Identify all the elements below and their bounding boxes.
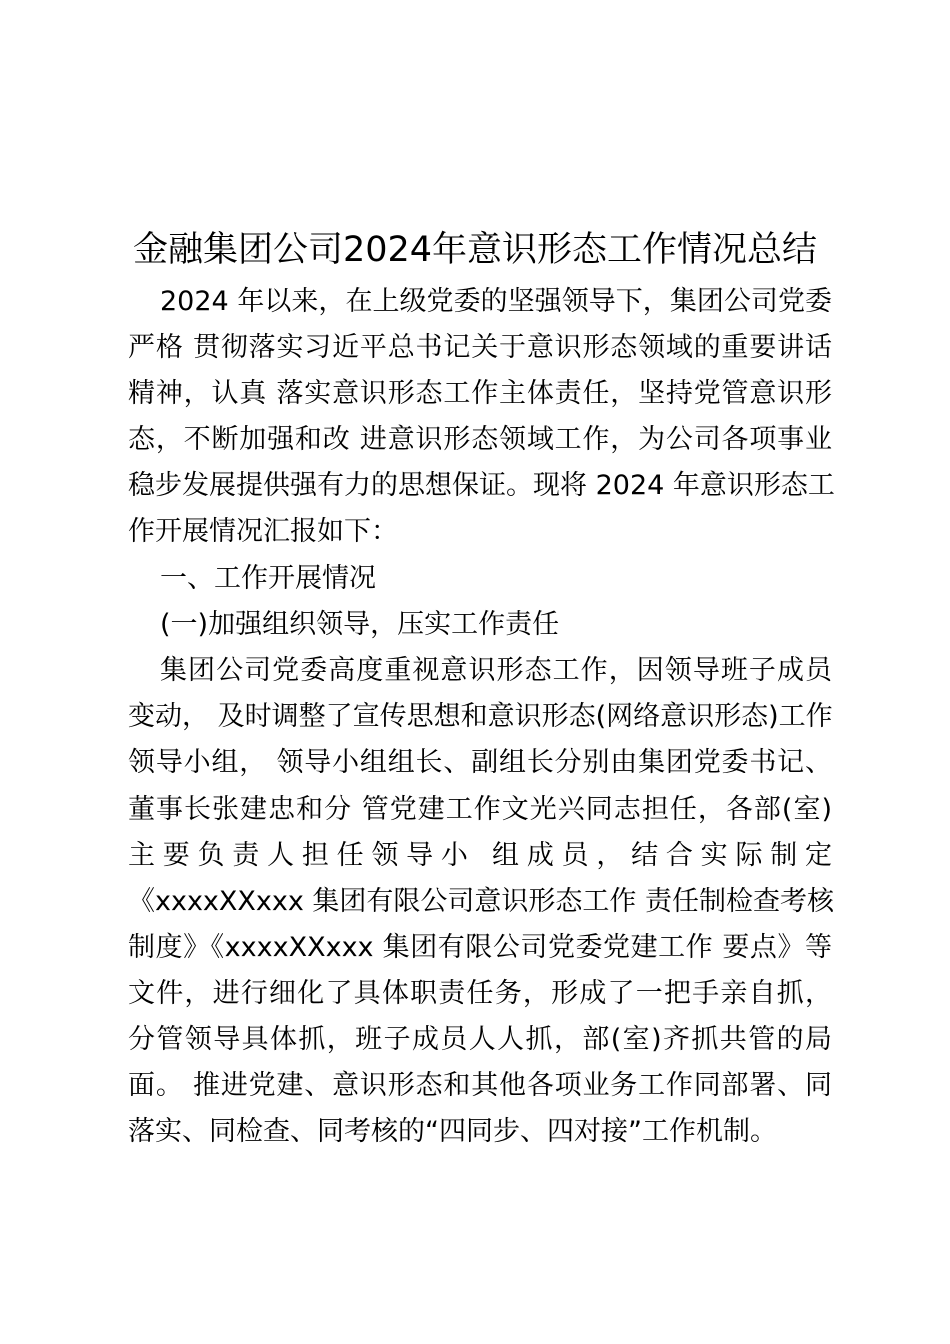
paragraph-line: 集团公司党委高度重视意识形态工作，因领导班子成员 xyxy=(160,655,832,686)
paragraph-line: 分管领导具体抓，班子成员人人抓，部(室)齐抓共管的局 xyxy=(128,1024,832,1055)
paragraph-line: 态，不断加强和改 进意识形态领域工作，为公司各项事业 xyxy=(128,424,832,455)
paragraph-line: 主要负责人担任领导小 组成员，结合实际制定 xyxy=(128,840,832,871)
paragraph-line: 领导小组， 领导小组组长、副组长分别由集团党委书记、 xyxy=(128,747,832,778)
paragraph-line: 精神，认真 落实意识形态工作主体责任，坚持党管意识形 xyxy=(128,378,832,409)
paragraph-line: 2024 年以来，在上级党委的坚强领导下，集团公司党委 xyxy=(160,286,832,317)
section-heading: 一、工作开展情况 xyxy=(160,563,376,594)
document-title: 金融集团公司2024年意识形态工作情况总结 xyxy=(132,230,818,270)
paragraph-line: 《xxxxXXxxx 集团有限公司意识形态工作 责任制检查考核 xyxy=(128,886,835,917)
paragraph-line: 制度》《xxxxXXxxx 集团有限公司党委党建工作 要点》等 xyxy=(128,932,832,963)
paragraph-line: 面。 推进党建、意识形态和其他各项业务工作同部署、同 xyxy=(128,1070,832,1101)
paragraph-line: 文件，进行细化了具体职责任务，形成了一把手亲自抓， xyxy=(128,978,832,1009)
subsection-heading: (一)加强组织领导，压实工作责任 xyxy=(160,609,560,640)
paragraph-line: 落实、同检查、同考核的“四同步、四对接”工作机制。 xyxy=(128,1116,777,1147)
paragraph-line: 变动， 及时调整了宣传思想和意识形态(网络意识形态)工作 xyxy=(128,701,833,732)
paragraph-line: 稳步发展提供强有力的思想保证。现将 2024 年意识形态工 xyxy=(128,470,835,501)
paragraph-line: 作开展情况汇报如下： xyxy=(128,516,398,547)
paragraph-line: 董事长张建忠和分 管党建工作文光兴同志担任，各部(室) xyxy=(128,794,832,825)
paragraph-line: 严格 贯彻落实习近平总书记关于意识形态领域的重要讲话 xyxy=(128,332,832,363)
